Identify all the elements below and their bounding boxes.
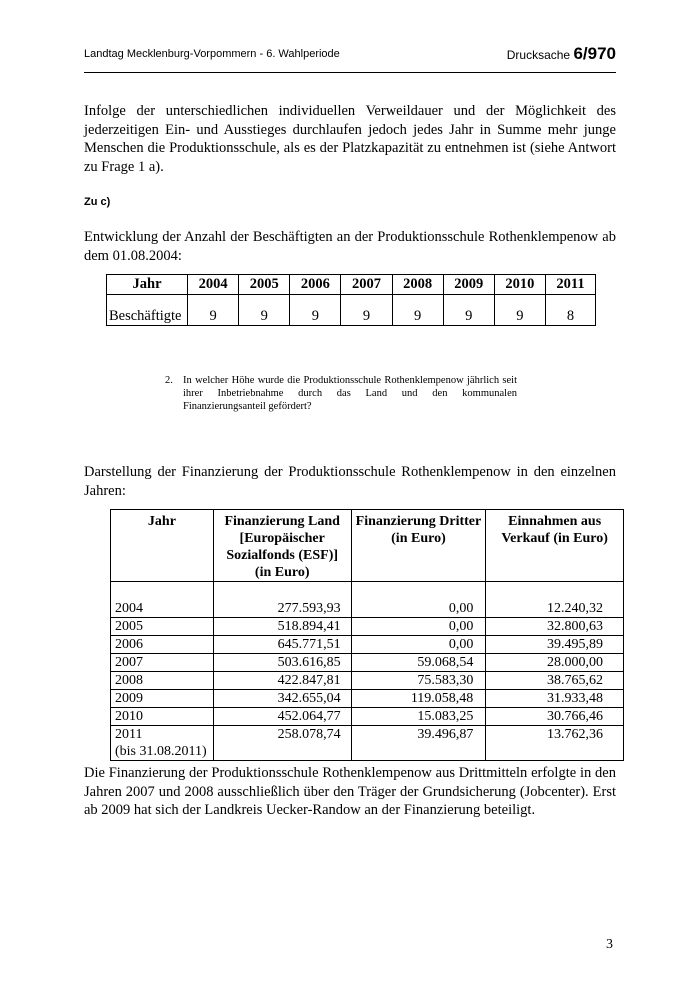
finance-header-verkauf: Einnahmen aus Verkauf (in Euro)	[486, 510, 624, 582]
finance-header-land: Finanzierung Land [Europäischer Sozialfonds (ESF)] (in Euro)	[213, 510, 351, 582]
finance-dritter: 0,00	[351, 600, 486, 618]
table-row	[111, 600, 624, 618]
staff-value: 9	[239, 295, 290, 326]
staff-year: 2004	[188, 275, 239, 295]
finance-land: 518.894,41	[213, 618, 351, 636]
header-parliament: Landtag Mecklenburg-Vorpommern - 6. Wahlperiode	[84, 48, 340, 60]
finance-land: 503.616,85	[213, 654, 351, 672]
finance-land: 452.064,77	[213, 708, 351, 726]
table-row	[111, 618, 624, 636]
finance-dritter: 75.583,30	[351, 672, 486, 690]
finance-year: 2008	[111, 672, 214, 690]
staff-year: 2008	[392, 275, 443, 295]
finance-year: 2004	[111, 600, 214, 618]
page-header	[84, 44, 616, 73]
staff-value: 9	[494, 295, 545, 326]
finance-dritter: 39.496,87	[351, 726, 486, 761]
drucksache-number: 6/970	[573, 44, 616, 63]
finance-header-dritter: Finanzierung Dritter (in Euro)	[351, 510, 486, 582]
finance-year: 2006	[111, 636, 214, 654]
finance-year-2011	[111, 726, 214, 761]
paragraph-beschaeftigte: Entwicklung der Anzahl der Beschäftigten an der Produktionsschule Rothenklempenow ab dem 01.08.2004:	[84, 229, 616, 264]
staff-year: 2006	[290, 275, 341, 295]
staff-value: 9	[188, 295, 239, 326]
paragraph-drittmittel: Die Finanzierung der Produktionsschule Rothenklempenow aus Drittmitteln erfolgte in den Jahren 2007 und 2008 ausschließlich über den Träger der Grundsicherung (Jobcenter). Erst ab 2009 hat sich der Landkreis Uecker-Randow an der Finanzierung beteiligt.	[84, 765, 616, 818]
finance-dritter: 0,00	[351, 618, 486, 636]
finance-dritter: 15.083,25	[351, 708, 486, 726]
staff-year: 2007	[341, 275, 392, 295]
finance-verkauf: 39.495,89	[486, 636, 624, 654]
staff-year: 2010	[494, 275, 545, 295]
staff-value: 9	[443, 295, 494, 326]
table-row	[111, 636, 624, 654]
finance-verkauf: 28.000,00	[486, 654, 624, 672]
section-heading-c: Zu c)	[84, 196, 111, 208]
question-number: 2.	[165, 375, 173, 386]
finance-land: 645.771,51	[213, 636, 351, 654]
finance-header-row	[111, 510, 624, 582]
table-row	[111, 708, 624, 726]
finance-year: 2010	[111, 708, 214, 726]
staff-value: 8	[545, 295, 595, 326]
staff-value: 9	[341, 295, 392, 326]
finance-year: 2009	[111, 690, 214, 708]
finance-land: 342.655,04	[213, 690, 351, 708]
finance-verkauf: 32.800,63	[486, 618, 624, 636]
finance-verkauf: 38.765,62	[486, 672, 624, 690]
finance-land: 258.078,74	[213, 726, 351, 761]
finance-dritter: 0,00	[351, 636, 486, 654]
finance-verkauf: 13.762,36	[486, 726, 624, 761]
paragraph-verweildauer: Infolge der unterschiedlichen individuellen Verweildauer und der Möglichkeit des jederzeitigen Ein- und Ausstieges durchlaufen jedoch jedes Jahr in Summe mehr junge Menschen die Produktionsschule, als es der Platzkapazität zu entnehmen ist (siehe Antwort zu Frage 1 a).	[84, 103, 616, 175]
table-row	[111, 726, 624, 761]
finance-land: 422.847,81	[213, 672, 351, 690]
staff-year: 2005	[239, 275, 290, 295]
staff-table	[106, 274, 596, 326]
staff-year: 2011	[545, 275, 595, 295]
finance-land: 277.593,93	[213, 600, 351, 618]
paragraph-finanzierung: Darstellung der Finanzierung der Produktionsschule Rothenklempenow in den einzelnen Jahren:	[84, 464, 616, 499]
staff-value-row	[107, 295, 596, 326]
table-row	[111, 690, 624, 708]
finance-verkauf: 30.766,46	[486, 708, 624, 726]
finance-year-note: (bis 31.08.2011)	[115, 744, 207, 759]
finance-year: 2007	[111, 654, 214, 672]
finance-header-jahr: Jahr	[111, 510, 214, 582]
staff-value: 9	[392, 295, 443, 326]
table-row	[111, 672, 624, 690]
header-drucksache	[507, 44, 616, 64]
finance-verkauf: 12.240,32	[486, 600, 624, 618]
finance-dritter: 59.068,54	[351, 654, 486, 672]
finance-year: 2011	[115, 727, 143, 742]
drucksache-label: Drucksache	[506, 48, 571, 62]
finance-spacer-row	[111, 582, 624, 601]
question-text: In welcher Höhe wurde die Produktionsschule Rothenklempenow jährlich seit ihrer Inbetriebnahme durch das Land und den kommunalen Finanzierungsanteil gefördert?	[183, 375, 517, 412]
table-row	[111, 654, 624, 672]
staff-row-label: Beschäftigte	[107, 295, 188, 326]
staff-header-jahr: Jahr	[107, 275, 188, 295]
finance-table	[110, 509, 624, 761]
finance-dritter: 119.058,48	[351, 690, 486, 708]
finance-year: 2005	[111, 618, 214, 636]
staff-value: 9	[290, 295, 341, 326]
staff-header-row	[107, 275, 596, 295]
staff-year: 2009	[443, 275, 494, 295]
page-number: 3	[606, 937, 613, 952]
finance-verkauf: 31.933,48	[486, 690, 624, 708]
